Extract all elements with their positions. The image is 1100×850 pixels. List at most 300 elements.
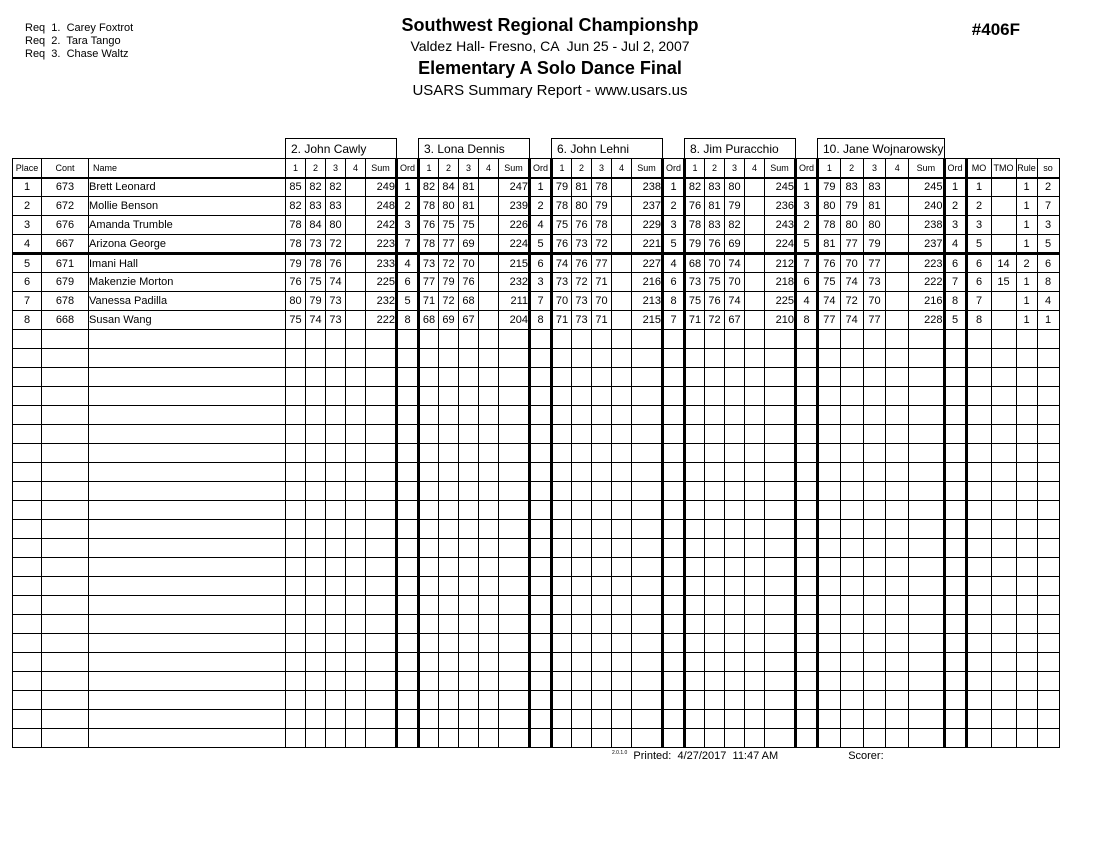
score-cell: 81 xyxy=(572,178,592,197)
score-cell: 76 xyxy=(459,273,479,292)
score-cell: 76 xyxy=(818,254,841,273)
ordinal-cell xyxy=(796,425,818,444)
name-cell xyxy=(89,539,286,558)
score-cell: 74 xyxy=(326,273,346,292)
score-cell xyxy=(818,425,841,444)
sum-cell xyxy=(765,349,796,368)
ordinal-cell xyxy=(397,349,419,368)
sum-cell xyxy=(909,368,944,387)
score-cell xyxy=(840,444,863,463)
sum-cell: 215 xyxy=(632,311,663,330)
contestant-cell: 678 xyxy=(42,292,89,311)
score-cell xyxy=(705,482,725,501)
score-cell xyxy=(286,330,306,349)
ordinal-cell: 7 xyxy=(397,235,419,254)
ordinal-cell xyxy=(944,653,966,672)
score-cell xyxy=(685,444,705,463)
score-cell xyxy=(863,406,886,425)
score-cell: 68 xyxy=(459,292,479,311)
score-cell xyxy=(459,539,479,558)
so-cell xyxy=(1037,615,1059,634)
score-cell: 78 xyxy=(306,254,326,273)
score-cell xyxy=(286,596,306,615)
sum-cell xyxy=(765,615,796,634)
place-cell xyxy=(13,368,42,387)
score-cell xyxy=(745,330,765,349)
ordinal-cell xyxy=(796,577,818,596)
sum-cell xyxy=(632,444,663,463)
score-cell xyxy=(346,311,366,330)
score-cell xyxy=(818,710,841,729)
sum-cell xyxy=(366,520,397,539)
tmo-cell xyxy=(991,691,1016,710)
so-cell xyxy=(1037,634,1059,653)
ordinal-cell xyxy=(530,501,552,520)
place-cell xyxy=(13,596,42,615)
score-cell xyxy=(818,653,841,672)
score-cell xyxy=(745,691,765,710)
name-cell xyxy=(89,463,286,482)
header-spacer xyxy=(397,139,419,159)
empty-row xyxy=(13,577,1060,596)
score-cell xyxy=(552,539,572,558)
score-cell xyxy=(419,349,439,368)
score-cell: 71 xyxy=(552,311,572,330)
contestant-cell xyxy=(42,425,89,444)
rule-cell xyxy=(1016,672,1037,691)
score-cell xyxy=(306,729,326,748)
tmo-cell xyxy=(991,653,1016,672)
score-cell xyxy=(745,349,765,368)
so-cell xyxy=(1037,406,1059,425)
ordinal-cell xyxy=(796,387,818,406)
place-cell: 2 xyxy=(13,197,42,216)
ordinal-cell xyxy=(944,349,966,368)
rule-cell: 2 xyxy=(1016,254,1037,273)
score-cell: 70 xyxy=(459,254,479,273)
empty-row xyxy=(13,672,1060,691)
ordinal-cell: 1 xyxy=(530,178,552,197)
score-cell xyxy=(886,691,909,710)
score-cell xyxy=(592,577,612,596)
score-cell xyxy=(572,425,592,444)
col-header-score: 4 xyxy=(479,159,499,178)
score-cell xyxy=(552,463,572,482)
sum-cell xyxy=(909,330,944,349)
ordinal-cell xyxy=(796,653,818,672)
ordinal-cell xyxy=(796,349,818,368)
mo-cell xyxy=(966,615,991,634)
contestant-cell: 676 xyxy=(42,216,89,235)
so-cell xyxy=(1037,596,1059,615)
name-cell: Amanda Trumble xyxy=(89,216,286,235)
ordinal-cell xyxy=(530,425,552,444)
so-cell xyxy=(1037,463,1059,482)
col-header-place: Place xyxy=(13,159,42,178)
score-cell xyxy=(612,691,632,710)
score-cell xyxy=(705,406,725,425)
name-cell xyxy=(89,482,286,501)
score-cell xyxy=(612,235,632,254)
contestant-cell: 668 xyxy=(42,311,89,330)
mo-cell xyxy=(966,520,991,539)
ordinal-cell xyxy=(397,710,419,729)
sum-cell xyxy=(632,596,663,615)
place-cell xyxy=(13,330,42,349)
score-cell xyxy=(705,425,725,444)
score-cell xyxy=(705,349,725,368)
sum-cell xyxy=(499,558,530,577)
score-cell xyxy=(592,672,612,691)
score-cell xyxy=(745,273,765,292)
score-cell xyxy=(479,425,499,444)
score-cell xyxy=(725,501,745,520)
ordinal-cell xyxy=(397,577,419,596)
name-cell xyxy=(89,368,286,387)
place-cell: 5 xyxy=(13,254,42,273)
rule-cell xyxy=(1016,425,1037,444)
so-cell xyxy=(1037,539,1059,558)
contestant-cell xyxy=(42,463,89,482)
score-cell xyxy=(745,596,765,615)
mo-cell xyxy=(966,672,991,691)
ordinal-cell xyxy=(397,634,419,653)
sum-cell xyxy=(499,444,530,463)
score-cell xyxy=(459,691,479,710)
score-cell xyxy=(479,387,499,406)
ordinal-cell xyxy=(397,463,419,482)
tmo-cell xyxy=(991,387,1016,406)
score-cell xyxy=(459,634,479,653)
score-cell xyxy=(306,577,326,596)
place-cell: 4 xyxy=(13,235,42,254)
col-header-score: 4 xyxy=(612,159,632,178)
sum-cell xyxy=(632,539,663,558)
score-cell xyxy=(552,482,572,501)
score-cell: 72 xyxy=(592,235,612,254)
score-cell xyxy=(863,482,886,501)
so-cell xyxy=(1037,710,1059,729)
sum-cell xyxy=(632,634,663,653)
event-name: Elementary A Solo Dance Final xyxy=(418,58,682,78)
table-row xyxy=(13,197,1060,216)
rule-cell xyxy=(1016,349,1037,368)
header-spacer xyxy=(966,139,1059,159)
score-cell: 71 xyxy=(685,311,705,330)
score-cell xyxy=(705,653,725,672)
score-cell xyxy=(886,501,909,520)
score-cell xyxy=(439,501,459,520)
score-cell xyxy=(346,672,366,691)
col-header-score: 1 xyxy=(552,159,572,178)
score-cell: 77 xyxy=(863,311,886,330)
sum-cell xyxy=(909,444,944,463)
score-cell: 80 xyxy=(840,216,863,235)
score-cell xyxy=(840,577,863,596)
score-cell xyxy=(439,349,459,368)
so-cell xyxy=(1037,368,1059,387)
contestant-cell xyxy=(42,520,89,539)
score-cell xyxy=(840,615,863,634)
sum-cell: 240 xyxy=(909,197,944,216)
score-cell xyxy=(419,368,439,387)
score-cell: 70 xyxy=(592,292,612,311)
table-row xyxy=(13,178,1060,197)
sum-cell xyxy=(366,501,397,520)
score-cell xyxy=(439,729,459,748)
printed-value: 4/27/2017 11:47 AM xyxy=(677,750,779,762)
score-cell xyxy=(612,729,632,748)
score-cell xyxy=(479,330,499,349)
score-cell xyxy=(326,577,346,596)
score-cell xyxy=(592,482,612,501)
score-cell xyxy=(286,558,306,577)
score-cell: 76 xyxy=(705,235,725,254)
name-cell xyxy=(89,653,286,672)
score-cell xyxy=(705,368,725,387)
score-cell xyxy=(886,596,909,615)
ordinal-cell: 6 xyxy=(530,254,552,273)
score-cell xyxy=(886,729,909,748)
footer xyxy=(612,750,884,762)
sum-cell xyxy=(632,558,663,577)
rule-cell xyxy=(1016,539,1037,558)
ordinal-cell: 8 xyxy=(530,311,552,330)
ordinal-cell: 4 xyxy=(530,216,552,235)
score-cell xyxy=(612,539,632,558)
score-cell xyxy=(886,425,909,444)
score-cell: 83 xyxy=(705,178,725,197)
tmo-cell xyxy=(991,710,1016,729)
score-cell xyxy=(346,216,366,235)
results-table xyxy=(12,138,1060,748)
mo-cell xyxy=(966,425,991,444)
score-cell xyxy=(863,653,886,672)
rule-cell xyxy=(1016,330,1037,349)
score-cell: 78 xyxy=(685,216,705,235)
score-cell xyxy=(745,710,765,729)
contestant-cell: 672 xyxy=(42,197,89,216)
score-cell xyxy=(479,273,499,292)
score-cell xyxy=(326,729,346,748)
score-cell: 80 xyxy=(863,216,886,235)
score-cell: 84 xyxy=(439,178,459,197)
score-cell xyxy=(419,596,439,615)
score-cell xyxy=(863,672,886,691)
sum-cell: 239 xyxy=(499,197,530,216)
ordinal-cell xyxy=(796,672,818,691)
score-cell xyxy=(863,330,886,349)
sum-cell xyxy=(499,672,530,691)
score-cell xyxy=(612,710,632,729)
score-cell xyxy=(346,691,366,710)
sum-cell: 245 xyxy=(909,178,944,197)
score-cell xyxy=(419,577,439,596)
score-cell xyxy=(840,501,863,520)
so-cell xyxy=(1037,729,1059,748)
score-cell xyxy=(326,387,346,406)
ordinal-cell: 3 xyxy=(663,216,685,235)
score-cell: 82 xyxy=(306,178,326,197)
ordinal-cell xyxy=(530,349,552,368)
mo-cell xyxy=(966,691,991,710)
score-cell xyxy=(685,577,705,596)
ordinal-cell: 1 xyxy=(663,178,685,197)
sum-cell xyxy=(765,710,796,729)
score-cell xyxy=(745,558,765,577)
ordinal-cell xyxy=(663,330,685,349)
sum-cell xyxy=(366,406,397,425)
score-cell xyxy=(479,482,499,501)
sum-cell xyxy=(909,653,944,672)
sum-cell: 225 xyxy=(366,273,397,292)
score-cell xyxy=(863,615,886,634)
score-cell xyxy=(439,425,459,444)
score-cell xyxy=(612,615,632,634)
sum-cell xyxy=(499,425,530,444)
ordinal-cell xyxy=(530,463,552,482)
score-cell: 82 xyxy=(725,216,745,235)
score-cell: 72 xyxy=(439,292,459,311)
sum-cell xyxy=(632,520,663,539)
score-cell xyxy=(326,596,346,615)
score-cell xyxy=(346,273,366,292)
score-cell xyxy=(326,710,346,729)
score-cell: 82 xyxy=(419,178,439,197)
col-header-score: 3 xyxy=(863,159,886,178)
ordinal-cell: 2 xyxy=(530,197,552,216)
score-cell xyxy=(419,653,439,672)
col-header-score: 1 xyxy=(286,159,306,178)
score-cell xyxy=(705,577,725,596)
score-cell: 79 xyxy=(725,197,745,216)
ordinal-cell xyxy=(530,577,552,596)
score-cell xyxy=(326,330,346,349)
score-cell xyxy=(685,520,705,539)
tmo-cell xyxy=(991,349,1016,368)
ordinal-cell xyxy=(663,482,685,501)
score-cell xyxy=(419,539,439,558)
score-cell: 75 xyxy=(306,273,326,292)
score-cell xyxy=(326,520,346,539)
score-cell xyxy=(612,634,632,653)
score-cell xyxy=(419,729,439,748)
ordinal-cell xyxy=(944,387,966,406)
ordinal-cell: 5 xyxy=(663,235,685,254)
score-cell xyxy=(479,349,499,368)
sum-cell xyxy=(765,444,796,463)
so-cell: 4 xyxy=(1037,292,1059,311)
score-cell xyxy=(886,539,909,558)
score-cell xyxy=(346,235,366,254)
mo-cell xyxy=(966,653,991,672)
rule-cell: 1 xyxy=(1016,216,1037,235)
tmo-cell xyxy=(991,444,1016,463)
score-cell xyxy=(685,330,705,349)
ordinal-cell: 6 xyxy=(796,273,818,292)
name-cell: Mollie Benson xyxy=(89,197,286,216)
score-cell xyxy=(479,235,499,254)
table-row xyxy=(13,235,1060,254)
rule-cell: 1 xyxy=(1016,311,1037,330)
score-cell xyxy=(818,558,841,577)
tmo-cell: 14 xyxy=(991,254,1016,273)
score-cell xyxy=(863,577,886,596)
score-cell xyxy=(818,615,841,634)
score-cell: 77 xyxy=(818,311,841,330)
ordinal-cell xyxy=(663,520,685,539)
rule-cell xyxy=(1016,368,1037,387)
rule-cell xyxy=(1016,387,1037,406)
sum-cell xyxy=(632,729,663,748)
score-cell xyxy=(592,729,612,748)
score-cell: 75 xyxy=(552,216,572,235)
score-cell xyxy=(592,387,612,406)
score-cell xyxy=(592,501,612,520)
score-cell xyxy=(572,368,592,387)
score-cell: 80 xyxy=(439,197,459,216)
score-cell xyxy=(419,330,439,349)
score-cell xyxy=(592,330,612,349)
score-cell xyxy=(840,672,863,691)
ordinal-cell xyxy=(530,520,552,539)
col-header-score: 4 xyxy=(886,159,909,178)
col-header-so: so xyxy=(1037,159,1059,178)
ordinal-cell xyxy=(796,463,818,482)
score-cell: 70 xyxy=(840,254,863,273)
score-cell xyxy=(479,729,499,748)
score-cell xyxy=(286,406,306,425)
mo-cell xyxy=(966,501,991,520)
score-cell: 74 xyxy=(552,254,572,273)
score-cell: 73 xyxy=(572,311,592,330)
col-header-score: 1 xyxy=(685,159,705,178)
score-cell xyxy=(612,577,632,596)
sum-cell xyxy=(765,482,796,501)
score-cell xyxy=(326,634,346,653)
ordinal-cell xyxy=(530,653,552,672)
col-header-score: 2 xyxy=(306,159,326,178)
empty-row xyxy=(13,406,1060,425)
score-cell xyxy=(326,653,346,672)
score-cell xyxy=(459,558,479,577)
score-cell xyxy=(572,349,592,368)
contestant-cell xyxy=(42,710,89,729)
score-cell xyxy=(745,634,765,653)
ordinal-cell xyxy=(397,444,419,463)
sum-cell xyxy=(765,520,796,539)
score-cell: 77 xyxy=(840,235,863,254)
score-cell: 72 xyxy=(439,254,459,273)
score-cell xyxy=(419,482,439,501)
score-cell: 82 xyxy=(685,178,705,197)
col-header-score: 2 xyxy=(439,159,459,178)
score-cell xyxy=(840,330,863,349)
score-cell xyxy=(725,425,745,444)
mo-cell xyxy=(966,368,991,387)
ordinal-cell xyxy=(944,634,966,653)
score-cell xyxy=(326,501,346,520)
ordinal-cell: 8 xyxy=(944,292,966,311)
place-cell xyxy=(13,577,42,596)
sum-cell xyxy=(499,520,530,539)
sum-cell xyxy=(632,387,663,406)
col-header-tmo: TMO xyxy=(991,159,1016,178)
sum-cell xyxy=(765,387,796,406)
score-cell xyxy=(286,501,306,520)
score-cell xyxy=(306,596,326,615)
empty-row xyxy=(13,349,1060,368)
